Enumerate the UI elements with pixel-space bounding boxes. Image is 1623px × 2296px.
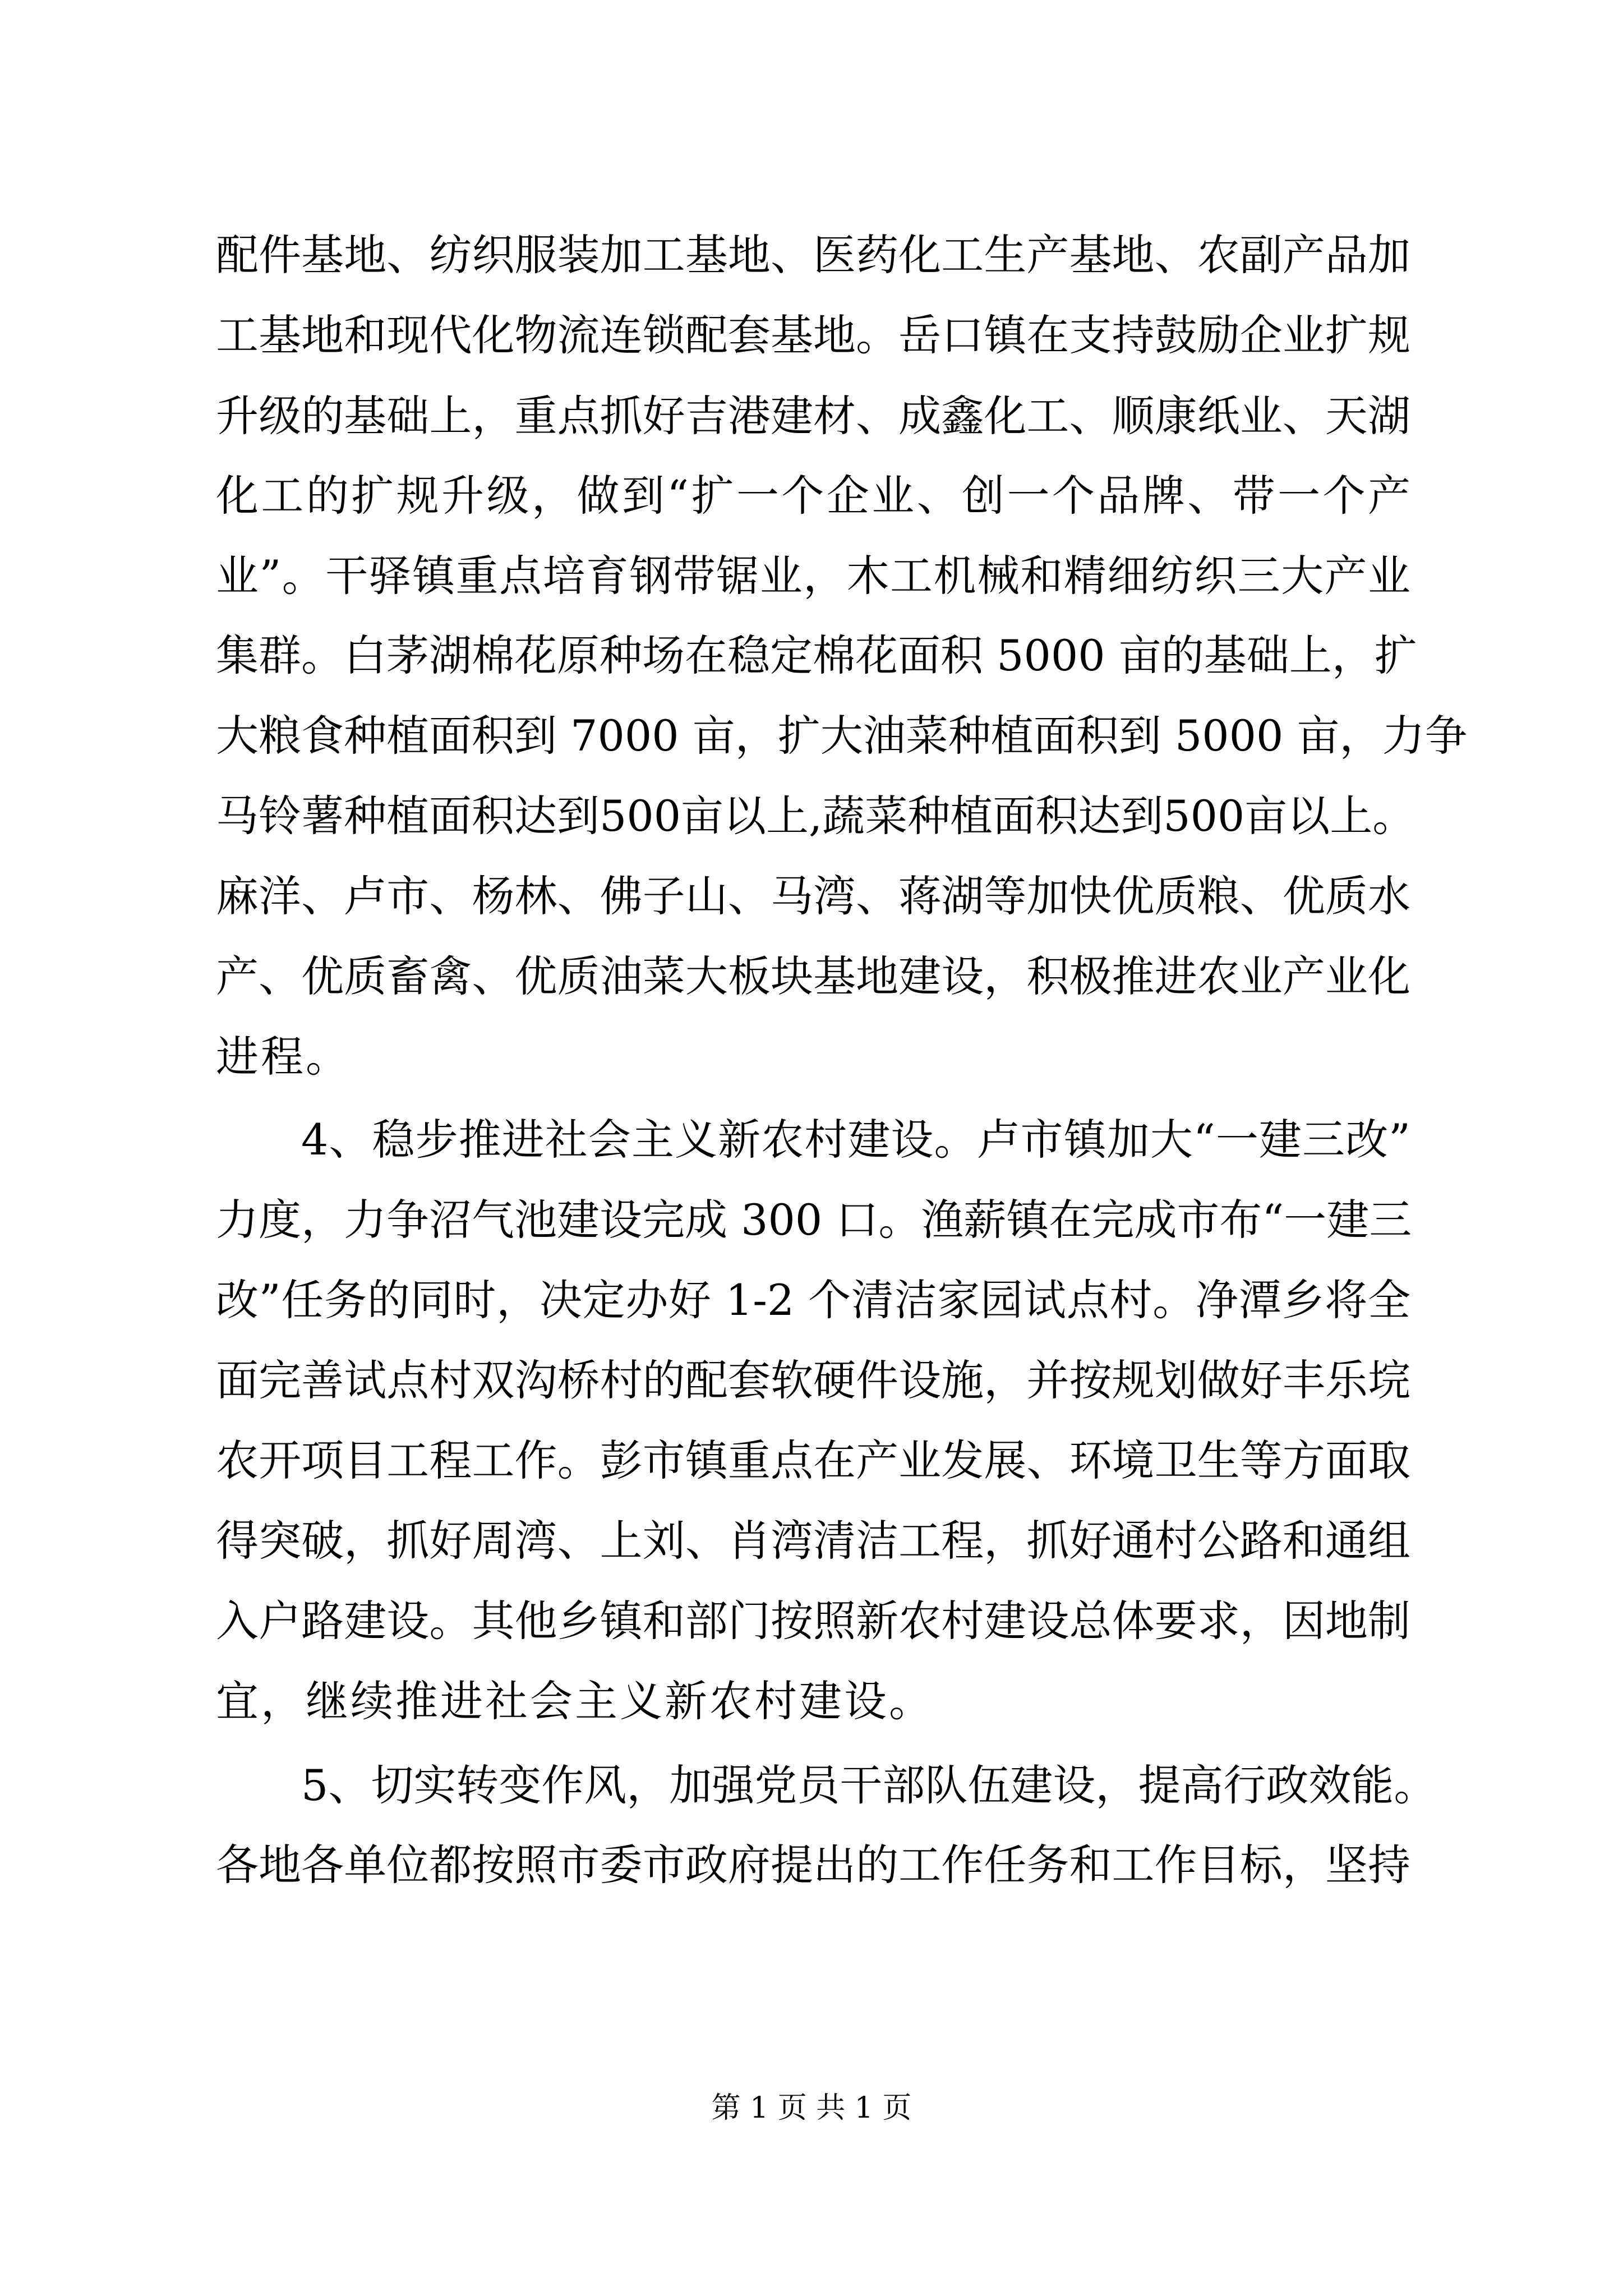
text-line: 产、优质畜禽、优质油菜大板块基地建设，积极推进农业产业化 bbox=[216, 951, 1410, 1001]
text-line: 力度，力争沼气池建设完成 300 口。渔薪镇在完成市布“一建三 bbox=[216, 1195, 1412, 1245]
text-line: 业”。干驿镇重点培育钢带锯业，木工机械和精细纺织三大产业 bbox=[216, 551, 1410, 601]
text-line: 集群。白茅湖棉花原种场在稳定棉花面积 5000 亩的基础上，扩 bbox=[216, 631, 1417, 680]
text-line: 化工的扩规升级，做到“扩一个企业、创一个品牌、带一个产 bbox=[216, 471, 1410, 521]
text-line: 升级的基础上，重点抓好吉港建材、成鑫化工、顺康纸业、天湖 bbox=[216, 391, 1410, 441]
text-line: 4、稳步推进社会主义新农村建设。卢市镇加大“一建三改” bbox=[301, 1115, 1410, 1165]
text-line: 麻洋、卢市、杨林、佛子山、马湾、蒋湖等加快优质粮、优质水 bbox=[216, 871, 1410, 921]
text-line: 大粮食种植面积到 7000 亩，扩大油菜种植面积到 5000 亩，力争 bbox=[216, 711, 1468, 761]
text-line: 入户路建设。其他乡镇和部门按照新农村建设总体要求，因地制 bbox=[216, 1596, 1410, 1646]
text-line: 工基地和现代化物流连锁配套基地。岳口镇在支持鼓励企业扩规 bbox=[216, 310, 1410, 360]
page-footer: 第 1 页 共 1 页 bbox=[711, 2091, 912, 2125]
text-line: 农开项目工程工作。彭市镇重点在产业发展、环境卫生等方面取 bbox=[216, 1435, 1410, 1485]
text-line: 进程。 bbox=[216, 1032, 351, 1082]
text-line: 得突破，抓好周湾、上刘、肖湾清洁工程，抓好通村公路和通组 bbox=[216, 1516, 1410, 1566]
text-line: 5、切实转变作风，加强党员干部队伍建设，提高行政效能。 bbox=[301, 1760, 1437, 1810]
text-line: 宜，继续推进社会主义新农村建设。 bbox=[216, 1676, 934, 1726]
text-line: 各地各单位都按照市委市政府提出的工作任务和工作目标，坚持 bbox=[216, 1840, 1410, 1890]
text-line: 马铃薯种植面积达到500亩以上,蔬菜种植面积达到500亩以上。 bbox=[216, 791, 1415, 841]
text-line: 配件基地、纺织服装加工基地、医药化工生产基地、农副产品加 bbox=[216, 230, 1410, 280]
text-line: 改”任务的同时，决定办好 1-2 个清洁家园试点村。净潭乡将全 bbox=[216, 1275, 1410, 1325]
text-line: 面完善试点村双沟桥村的配套软硬件设施，并按规划做好丰乐垸 bbox=[216, 1355, 1410, 1405]
